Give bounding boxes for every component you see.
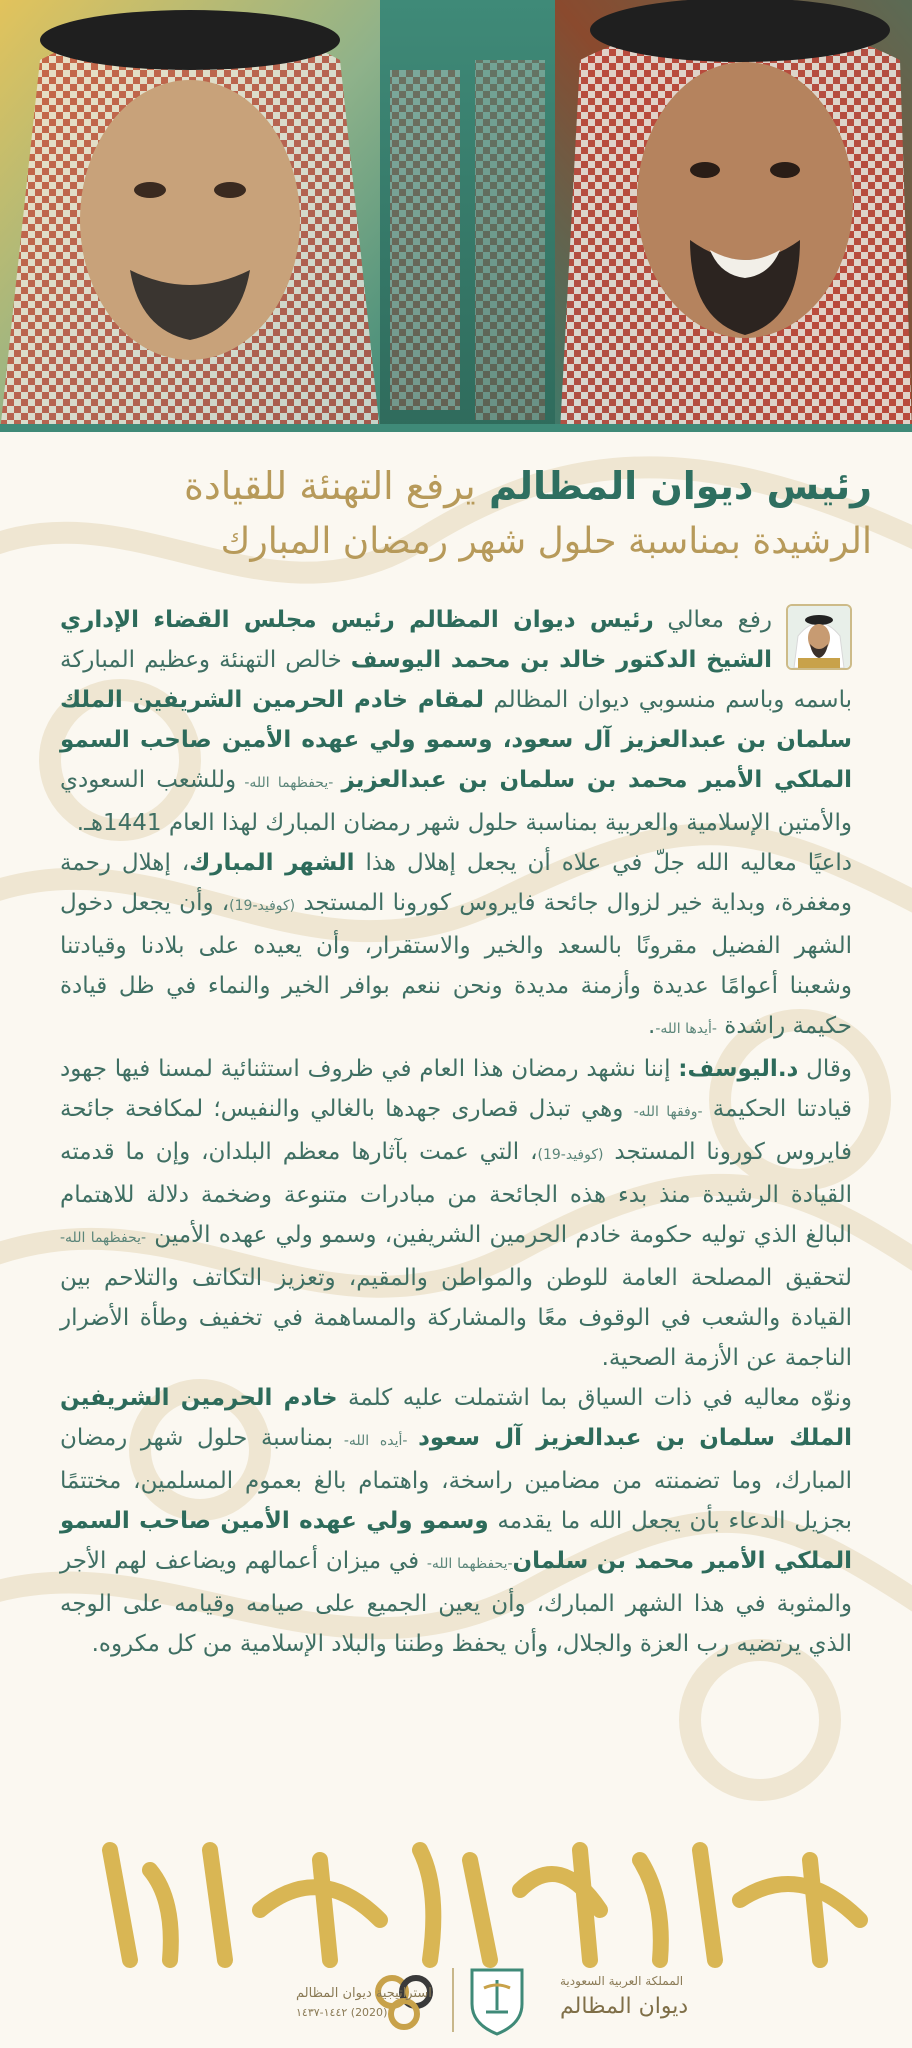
p1-honorific-1: -يحفظهما الله- [236, 775, 342, 791]
header-photo-band [0, 0, 912, 432]
paragraph-3 [60, 1049, 852, 1378]
p2-bold-1: الشهر المبارك [189, 850, 355, 876]
p2-honorific-1: -أيدها الله- [655, 1021, 717, 1037]
p4-text-2: بمناسبة حلول شهر رمضان المبارك، وما تضمنته من مضامين راسخة، واهتمام بالغ بعموم المسلمين، مختتمًا بجزيل الدعاء بأن يجعل الله ما يقدمه [60, 1425, 852, 1534]
strategy-emblem [372, 1974, 436, 2030]
p3-text-3: وهي تبذل قصارى جهدها بالغالي والنفيس؛ لمكافحة جائحة فايروس كورونا المستجد [60, 1096, 852, 1165]
p1-text-3: وللشعب السعودي والأمتين الإسلامية والعربية بمناسبة حلول شهر رمضان المبارك لهذا العام 1441هـ. [60, 767, 852, 836]
header-divider [0, 424, 912, 432]
p3-text-4: ، التي عمت بآثارها معظم البلدان، وإن ما قدمته القيادة الرشيدة منذ بدء هذه الجائحة من مبادرات متنوعة وضخمة دلالة للاهتمام البالغ الذي توليه حكومة خادم الحرمين الشريفين، وسمو ولي عهده الأمين [60, 1139, 853, 1248]
p4-honorific-2: -يحفظهما الله- [426, 1556, 513, 1572]
p4-text-1: ونوّه معاليه في ذات السياق بما اشتملت عليه كلمة [337, 1385, 852, 1411]
p3-honorific-1: -وفقها الله- [633, 1104, 703, 1120]
p1-bold-1: رئيس ديوان المظالم رئيس مجلس القضاء الإداري الشيخ الدكتور خالد بن محمد اليوسف [60, 607, 772, 673]
strategy-name: استراتيجية ديوان المظالم [296, 1986, 432, 2001]
p3-small-1: (كوفيد-19) [537, 1147, 604, 1163]
footer-divider [452, 1968, 454, 2032]
grievances-name: ديوان المظالم [560, 1994, 689, 2019]
p3-text-1: وقال [798, 1056, 852, 1082]
p1-text-1: رفع معالي [653, 607, 772, 633]
portrait-left [0, 0, 380, 432]
decorative-year-numerals [0, 1830, 912, 1970]
p4-bold-2: وسمو ولي عهده الأمين صاحب السمو الملكي الأمير محمد بن سلمان [60, 1508, 852, 1574]
p2-small-1: (كوفيد-19) [229, 898, 296, 914]
paragraph-4 [60, 1378, 852, 1664]
p3-honorific-2: -يحفظهما الله- [60, 1230, 147, 1246]
middle-strip [380, 0, 555, 432]
portrait-right [555, 0, 912, 432]
grievances-emblem [466, 1964, 528, 2036]
p4-text-3: في ميزان أعمالهم ويضاعف لهم الأجر والمثوبة في هذا الشهر المبارك، وأن يعين الجميع على صيامه وقيامه على الوجه الذي يرتضيه رب العزة والجلال، وأن يحفظ وطننا والبلاد الإسلامية من كل مكروه. [60, 1548, 852, 1657]
headline-dark-text: رئيس ديوان المظالم [488, 464, 872, 508]
p2-text-4: . [648, 1013, 656, 1039]
headline-gold-text: يرفع التهنئة للقيادة [183, 464, 476, 508]
headline-line-1 [40, 458, 872, 514]
grievances-subtitle: المملكة العربية السعودية [560, 1974, 684, 1988]
p3-text-5: لتحقيق المصلحة العامة للوطن والمواطن والمقيم، وتعزيز التكاتف والتلاحم بين القيادة والشعب في الوقوف معًا والمشاركة والمساهمة في تخفيف وطأة الأضرار الناجمة عن الأزمة الصحية. [60, 1265, 852, 1371]
p1-text-2: خالص التهنئة وعظيم المباركة باسمه وباسم منسوبي ديوان المظالم [60, 647, 852, 713]
headline [40, 458, 872, 570]
p2-text-3: ، وأن يجعل دخول الشهر الفضيل مقرونًا بالسعد والخير والاستقرار، وأن يعيده على بلادنا وقيادتنا وشعبنا أعوامًا عديدة وأزمنة مديدة ونحن ننعم بوافر الخير والنماء في ظل قيادة حكيمة راشدة [60, 890, 852, 1039]
p4-honorific-1: -أيده الله- [333, 1433, 419, 1449]
p1-bold-2: لمقام خادم الحرمين الشريفين الملك سلمان بن عبدالعزيز آل سعود، وسمو ولي عهده الأمين صاحب السمو الملكي الأمير محمد بن سلمان بن عبدالعزيز [60, 687, 852, 793]
paragraph-2 [60, 843, 852, 1049]
headline-line-2: الرشيدة بمناسبة حلول شهر رمضان المبارك [220, 521, 872, 562]
p3-text-2: إننا نشهد رمضان هذا العام في ظروف استثنائية لمسنا فيها جهود قيادتنا الحكيمة [60, 1056, 853, 1122]
footer-logos [0, 1960, 912, 2048]
p3-bold-1: د.اليوسف: [678, 1056, 799, 1082]
p2-text-1: داعيًا معاليه الله جلّ في علاه أن يجعل إهلال هذا [354, 850, 852, 876]
strategy-years: (2020) ١٤٤٢-١٤٣٧ [296, 2006, 388, 2019]
p2-text-2: ، إهلال رحمة ومغفرة، وبداية خير لزوال جائحة فايروس كورونا المستجد [60, 850, 852, 916]
p4-bold-1: خادم الحرمين الشريفين الملك سلمان بن عبدالعزيز آل سعود [60, 1385, 852, 1451]
paragraph-1 [60, 600, 852, 843]
sheikh-portrait-avatar [786, 604, 852, 670]
article-body [60, 600, 852, 1664]
